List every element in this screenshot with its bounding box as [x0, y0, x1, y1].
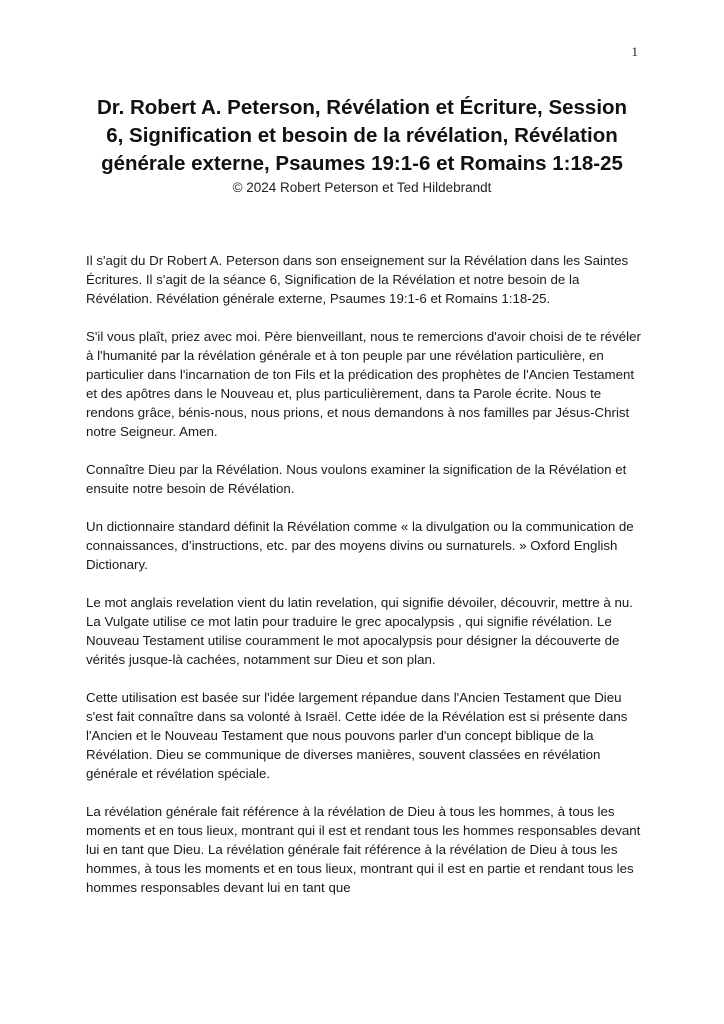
paragraph-2: S'il vous plaît, priez avec moi. Père bienveillant, nous te remercions d'avoir choisi de te révéler à l'humanité par la révélation générale et à ton peuple par une révélation particulière, en particulier dans l'incarnation de ton Fils et la prédication des prophètes de l'Ancien Testament et des apôtres dans le Nouveau et, plus particulièrement, dans ta Parole écrite. Nous te rendons grâce, bénis-nous, nous prions, et nous demandons à nos familles par Jésus-Christ notre Seigneur. Amen. [86, 329, 641, 439]
document-body [86, 251, 642, 916]
copyright-line: © 2024 Robert Peterson et Ted Hildebrandt [232, 180, 492, 195]
paragraph-7: La révélation générale fait référence à la révélation de Dieu à tous les hommes, à tous les moments et en tous lieux, montrant qui il est et rendant tous les hommes responsables devant lui en tant que Dieu. La révélation générale fait référence à la révélation de Dieu à tous les hommes, à tous les moments et en tous lieux, montrant qui il est en partie et rendant tous les hommes responsables devant lui en tant que [86, 804, 641, 895]
page-number: 1 [631, 44, 638, 59]
paragraph-1: Il s'agit du Dr Robert A. Peterson dans son enseignement sur la Révélation dans les Saintes Écritures. Il s'agit de la séance 6, Signification de la Révélation et notre besoin de la Révélation. Révélation générale externe, Psaumes 19:1-6 et Romains 1:18-25. [86, 253, 629, 306]
paragraph-3: Connaître Dieu par la Révélation. Nous voulons examiner la signification de la Révélation et ensuite notre besoin de Révélation. [86, 462, 627, 496]
paragraph-5: Le mot anglais revelation vient du latin revelation, qui signifie dévoiler, découvrir, mettre à nu. La Vulgate utilise ce mot latin pour traduire le grec apocalypsis , qui signifie révélation. Le Nouveau Testament utilise couramment le mot apocalypsis pour désigner la découverte de vérités jusque-là cachées, notamment sur Dieu et son plan. [86, 595, 633, 667]
document-title: Dr. Robert A. Peterson, Révélation et Écriture, Session 6, Signification et besoin de la révélation, Révélation générale externe, Psaumes 19:1-6 et Romains 1:18-25 [96, 96, 628, 175]
paragraph-4: Un dictionnaire standard définit la Révélation comme « la divulgation ou la communication de connaissances, d’instructions, etc. par des moyens divins ou surnaturels. » Oxford English Dictionary. [86, 519, 634, 572]
document-header [86, 94, 638, 197]
paragraph-6: Cette utilisation est basée sur l'idée largement répandue dans l'Ancien Testament que Dieu s'est fait connaître dans sa volonté à Israël. Cette idée de la Révélation est si présente dans l'Ancien et le Nouveau Testament que nous pouvons parler d'un concept biblique de la Révélation. Dieu se communique de diverses manières, souvent classées en révélation générale et révélation spéciale. [86, 690, 628, 781]
